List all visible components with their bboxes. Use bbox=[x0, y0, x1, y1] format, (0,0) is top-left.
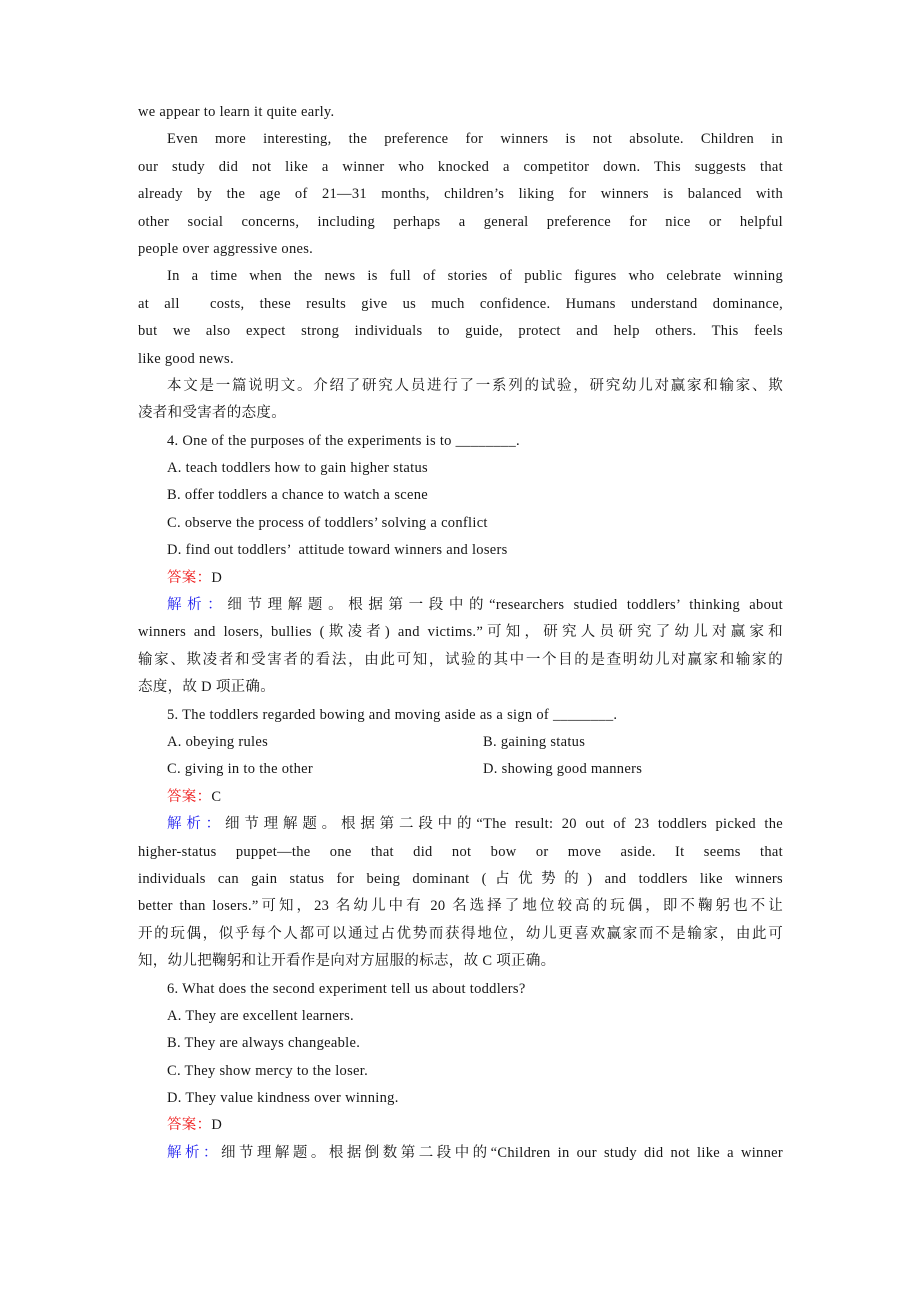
text-line: other social concerns, including perhaps a general preference for nice or helpful bbox=[138, 213, 783, 230]
analysis-text: 细节理解题。根据第一段中的“researchers studied toddlers’ thinking about bbox=[227, 597, 783, 614]
answer-label: 答案： bbox=[167, 1117, 212, 1134]
text-line: 6. What does the second experiment tell us about toddlers? bbox=[167, 980, 526, 997]
analysis-text: 细节理解题。根据倒数第二段中的“Children in our study did not like a winner bbox=[220, 1144, 783, 1161]
analysis-line bbox=[138, 592, 783, 619]
text-line: we appear to learn it quite early. bbox=[138, 104, 335, 120]
option-right: D. showing good manners bbox=[483, 761, 643, 778]
text-line: C. observe the process of toddlers’ solving a conflict bbox=[167, 514, 488, 531]
text-line: 凌者和受害者的态度。 bbox=[138, 405, 286, 422]
text-line: 开的玩偶，似乎每个人都可以通过占优势而获得地位，幼儿更喜欢赢家而不是输家，由此可 bbox=[138, 925, 783, 942]
text-line: 态度，故 D 项正确。 bbox=[138, 679, 276, 696]
answer-line bbox=[138, 1112, 783, 1139]
option-left: C. giving in to the other bbox=[167, 761, 314, 778]
text-line: D. find out toddlers’ attitude toward winners and losers bbox=[167, 542, 508, 559]
analysis-line bbox=[138, 811, 783, 838]
text-line: like good news. bbox=[138, 350, 234, 367]
text-line: D. They value kindness over winning. bbox=[167, 1090, 399, 1107]
text-line: B. They are always changeable. bbox=[167, 1035, 361, 1052]
text-line: better than losers.”可知，23 名幼儿中有 20 名选择了地位较高的玩偶，即不鞠躬也不让 bbox=[138, 898, 783, 915]
text-line: winners and losers, bullies (欺凌者) and victims.”可知，研究人员研究了幼儿对赢家和 bbox=[138, 624, 783, 641]
option-row bbox=[138, 729, 783, 756]
answer-label: 答案： bbox=[167, 569, 212, 586]
text-line: at all costs, these results give us much confidence. Humans understand dominance, bbox=[138, 295, 783, 312]
text-line: 5. The toddlers regarded bowing and moving aside as a sign of ________. bbox=[167, 706, 618, 723]
answer-line bbox=[138, 565, 783, 592]
text-line: individuals can gain status for being dominant (占优势的) and toddlers like winners bbox=[138, 870, 783, 887]
answer-line bbox=[138, 784, 783, 811]
text-line: 本文是一篇说明文。介绍了研究人员进行了一系列的试验，研究幼儿对赢家和输家、欺 bbox=[167, 377, 783, 394]
text-line: Even more interesting, the preference for winners is not absolute. Children in bbox=[167, 131, 783, 148]
text-line: 4. One of the purposes of the experiments is to ________. bbox=[167, 432, 520, 449]
text-line: already by the age of 21—31 months, children’s liking for winners is balanced with bbox=[138, 186, 783, 203]
text-line: 知，幼儿把鞠躬和让开看作是向对方屈服的标志，故 C 项正确。 bbox=[138, 953, 556, 970]
analysis-label: 解析： bbox=[167, 816, 225, 833]
text-line: A. teach toddlers how to gain higher status bbox=[167, 460, 428, 477]
text-line: B. offer toddlers a chance to watch a scene bbox=[167, 487, 429, 504]
answer-value: C bbox=[211, 788, 222, 805]
text-line: but we also expect strong individuals to guide, protect and help others. This feels bbox=[138, 323, 783, 340]
analysis-label: 解析： bbox=[167, 1144, 221, 1161]
answer-value: D bbox=[211, 569, 223, 586]
text-line: In a time when the news is full of stories of public figures who celebrate winning bbox=[167, 268, 783, 285]
analysis-label: 解析： bbox=[167, 597, 228, 614]
option-left: A. obeying rules bbox=[167, 733, 269, 750]
text-line: higher-status puppet—the one that did not bow or move aside. It seems that bbox=[138, 843, 783, 860]
answer-label: 答案： bbox=[167, 788, 212, 805]
text-line: our study did not like a winner who knocked a competitor down. This suggests that bbox=[138, 158, 783, 175]
text-line: C. They show mercy to the loser. bbox=[167, 1062, 369, 1079]
document-content bbox=[138, 99, 783, 1167]
option-row bbox=[138, 756, 783, 783]
analysis-line bbox=[138, 1140, 783, 1167]
text-line: people over aggressive ones. bbox=[138, 240, 314, 257]
analysis-text: 细节理解题。根据第二段中的“The result: 20 out of 23 toddlers picked the bbox=[225, 816, 783, 833]
option-right: B. gaining status bbox=[483, 733, 586, 750]
text-line: A. They are excellent learners. bbox=[167, 1007, 354, 1024]
answer-value: D bbox=[211, 1117, 223, 1134]
text-line: 输家、欺凌者和受害者的看法，由此可知，试验的其中一个目的是查明幼儿对赢家和输家的 bbox=[138, 651, 783, 668]
